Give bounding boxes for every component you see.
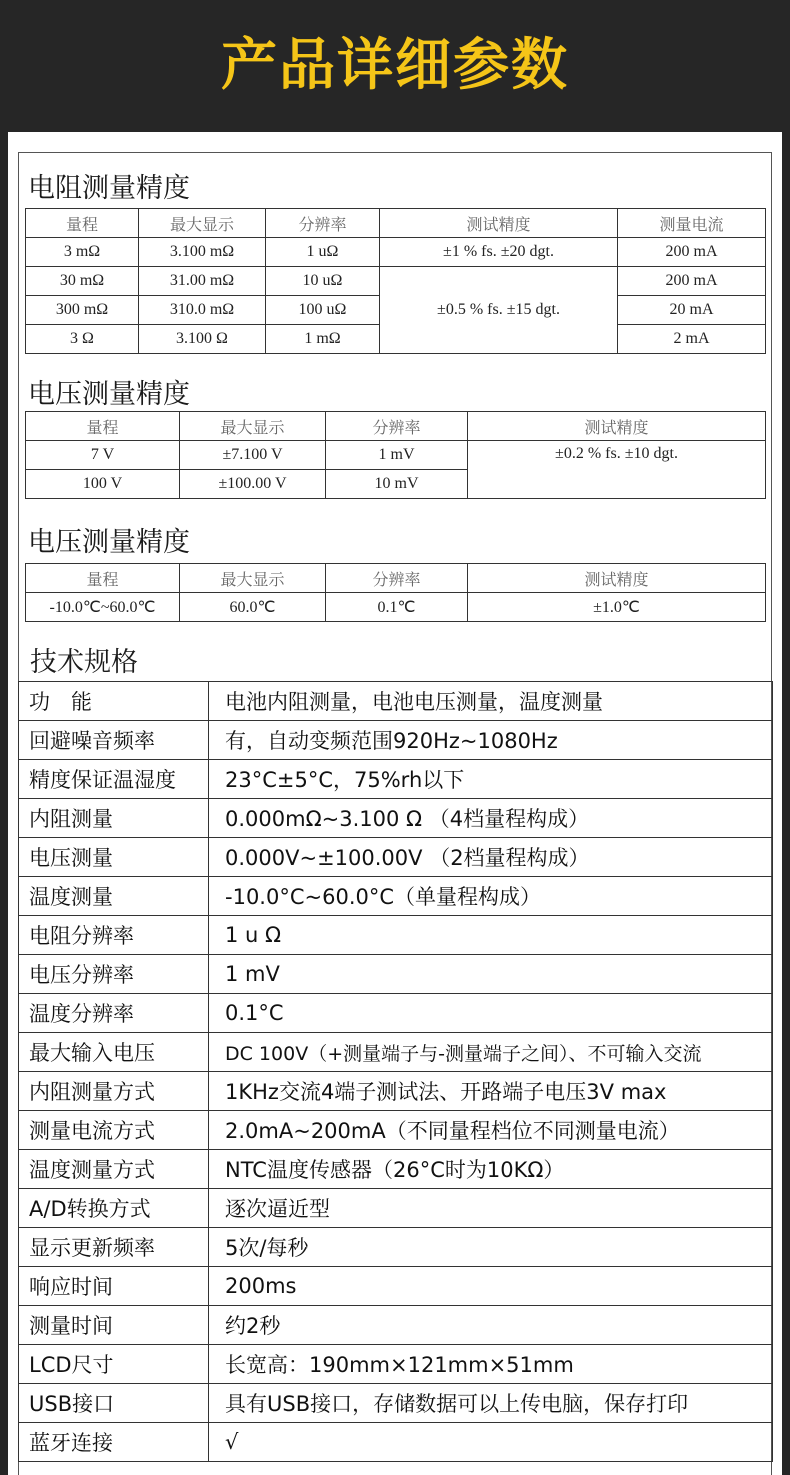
- table-cell: 310.0 mΩ: [139, 296, 266, 325]
- table-row: [19, 955, 773, 994]
- spec-value: 23°C±5°C，75%rh以下: [209, 760, 773, 799]
- header-cell: 分辨率: [326, 412, 468, 441]
- table-header-row: [26, 412, 766, 441]
- spec-value: 0.000V~±100.00V （2档量程构成）: [209, 838, 773, 877]
- table-row: [19, 1306, 773, 1345]
- table-row: [19, 760, 773, 799]
- table-row: [19, 1228, 773, 1267]
- table-row: [19, 721, 773, 760]
- table-row: [19, 1423, 773, 1462]
- header-cell: 最大显示: [180, 564, 326, 593]
- table-cell: 1 uΩ: [266, 238, 380, 267]
- table-row: [19, 799, 773, 838]
- table-row: [19, 1033, 773, 1072]
- table-cell: 200 mA: [618, 267, 766, 296]
- header-cell: 分辨率: [266, 209, 380, 238]
- table-row: [19, 916, 773, 955]
- table-row: [26, 441, 766, 470]
- spec-label: 电压分辨率: [19, 955, 209, 994]
- header-cell: 测试精度: [468, 564, 766, 593]
- resistance-section-title: 电阻测量精度: [28, 173, 190, 204]
- temperature-section-title: 电压测量精度: [28, 527, 190, 558]
- spec-value: 有，自动变频范围920Hz~1080Hz: [209, 721, 773, 760]
- spec-label: 内阻测量: [19, 799, 209, 838]
- header-cell: 测量电流: [618, 209, 766, 238]
- spec-value: NTC温度传感器（26°C时为10KΩ）: [209, 1150, 773, 1189]
- spec-label: 温度测量方式: [19, 1150, 209, 1189]
- header-cell: 量程: [26, 412, 180, 441]
- spec-label: 电阻分辨率: [19, 916, 209, 955]
- table-row: [19, 1150, 773, 1189]
- table-row: [19, 682, 773, 721]
- spec-label: 精度保证温湿度: [19, 760, 209, 799]
- spec-value: 2.0mA~200mA（不同量程档位不同测量电流）: [209, 1111, 773, 1150]
- spec-label: 温度测量: [19, 877, 209, 916]
- spec-label: 回避噪音频率: [19, 721, 209, 760]
- spec-label: 测量电流方式: [19, 1111, 209, 1150]
- table-cell: 200 mA: [618, 238, 766, 267]
- spec-value: 0.000mΩ~3.100 Ω （4档量程构成）: [209, 799, 773, 838]
- spec-value: 逐次逼近型: [209, 1189, 773, 1228]
- table-row: [19, 1384, 773, 1423]
- temperature-table: [25, 563, 766, 622]
- table-header-row: [26, 564, 766, 593]
- table-row: [19, 838, 773, 877]
- table-cell: 3 Ω: [26, 325, 139, 354]
- spec-value: 0.1°C: [209, 994, 773, 1033]
- table-cell: 20 mA: [618, 296, 766, 325]
- table-cell: 30 mΩ: [26, 267, 139, 296]
- table-row: [19, 994, 773, 1033]
- spec-label: 最大输入电压: [19, 1033, 209, 1072]
- header-cell: 最大显示: [180, 412, 326, 441]
- spec-value: 5次/每秒: [209, 1228, 773, 1267]
- table-cell: 3.100 mΩ: [139, 238, 266, 267]
- spec-value: √: [209, 1423, 773, 1462]
- spec-value: 1 mV: [209, 955, 773, 994]
- voltage-table: [25, 411, 766, 499]
- table-row: [19, 877, 773, 916]
- spec-label: 测量时间: [19, 1306, 209, 1345]
- table-row: [26, 267, 766, 296]
- table-header-row: [26, 209, 766, 238]
- spec-value: 长宽高：190mm×121mm×51mm: [209, 1345, 773, 1384]
- header-cell: 最大显示: [139, 209, 266, 238]
- spec-value: 约2秒: [209, 1306, 773, 1345]
- spec-value: 电池内阻测量，电池电压测量，温度测量: [209, 682, 773, 721]
- specs-section-title: 技术规格: [30, 647, 138, 678]
- spec-label: 响应时间: [19, 1267, 209, 1306]
- spec-label: 温度分辨率: [19, 994, 209, 1033]
- spec-value: 1KHz交流4端子测试法、开路端子电压3V max: [209, 1072, 773, 1111]
- spec-value: 1 u Ω: [209, 916, 773, 955]
- spec-value: -10.0°C~60.0°C（单量程构成）: [209, 877, 773, 916]
- table-row: [26, 238, 766, 267]
- table-cell: 1 mV: [326, 441, 468, 470]
- table-cell: 31.00 mΩ: [139, 267, 266, 296]
- voltage-section-title: 电压测量精度: [28, 379, 190, 410]
- table-cell: 100 V: [26, 470, 180, 499]
- table-cell: 2 mA: [618, 325, 766, 354]
- table-cell: 3.100 Ω: [139, 325, 266, 354]
- specs-table: [18, 681, 773, 1462]
- table-row: [19, 1189, 773, 1228]
- page-title: 产品详细参数: [221, 33, 569, 98]
- spec-label: 电压测量: [19, 838, 209, 877]
- table-cell: 3 mΩ: [26, 238, 139, 267]
- header-cell: 测试精度: [380, 209, 618, 238]
- spec-value: DC 100V（+测量端子与-测量端子之间）、不可输入交流: [209, 1033, 773, 1072]
- table-cell: 0.1℃: [326, 593, 468, 622]
- table-cell: ±100.00 V: [180, 470, 326, 499]
- table-cell: 300 mΩ: [26, 296, 139, 325]
- table-row: [19, 1072, 773, 1111]
- table-cell: 7 V: [26, 441, 180, 470]
- table-cell: 60.0℃: [180, 593, 326, 622]
- spec-label: USB接口: [19, 1384, 209, 1423]
- spec-label: 显示更新频率: [19, 1228, 209, 1267]
- spec-value: 200ms: [209, 1267, 773, 1306]
- table-cell: 10 mV: [326, 470, 468, 499]
- table-cell: ±1.0℃: [468, 593, 766, 622]
- spec-label: A/D转换方式: [19, 1189, 209, 1228]
- spec-label: 内阻测量方式: [19, 1072, 209, 1111]
- header-banner: [0, 0, 790, 132]
- table-cell: 100 uΩ: [266, 296, 380, 325]
- spec-label: 蓝牙连接: [19, 1423, 209, 1462]
- header-cell: 量程: [26, 564, 180, 593]
- table-cell: ±7.100 V: [180, 441, 326, 470]
- table-row: [19, 1345, 773, 1384]
- header-cell: 分辨率: [326, 564, 468, 593]
- table-cell-merged: ±0.5 % fs. ±15 dgt.: [380, 267, 618, 354]
- table-row: [26, 593, 766, 622]
- header-cell: 测试精度: [468, 412, 766, 441]
- spec-value: 具有USB接口，存储数据可以上传电脑，保存打印: [209, 1384, 773, 1423]
- table-cell: 10 uΩ: [266, 267, 380, 296]
- spec-label: 功 能: [19, 682, 209, 721]
- header-cell: 量程: [26, 209, 139, 238]
- resistance-table: [25, 208, 766, 354]
- table-cell: ±1 % fs. ±20 dgt.: [380, 238, 618, 267]
- table-row: [19, 1111, 773, 1150]
- spec-label: LCD尺寸: [19, 1345, 209, 1384]
- table-cell-merged: ±0.2 % fs. ±10 dgt.: [468, 441, 766, 499]
- table-row: [19, 1267, 773, 1306]
- table-cell: 1 mΩ: [266, 325, 380, 354]
- table-cell: -10.0℃~60.0℃: [26, 593, 180, 622]
